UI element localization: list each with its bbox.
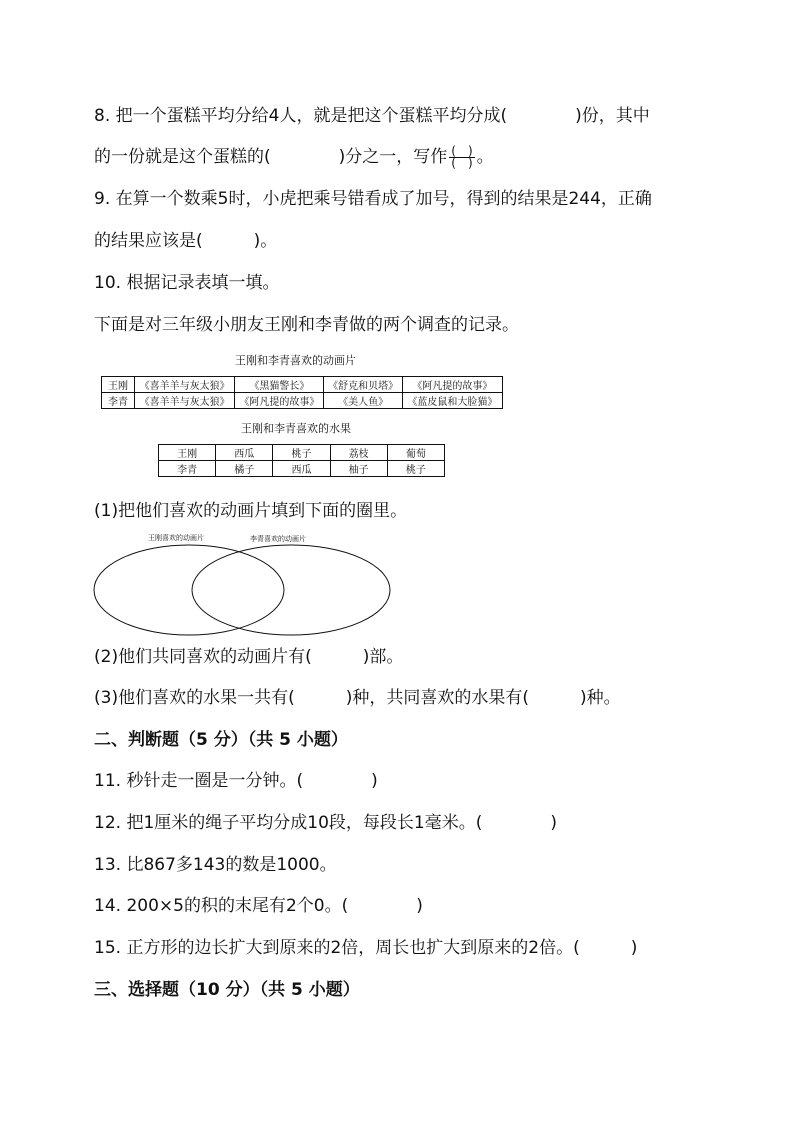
q8-line1: 8. 把一个蛋糕平均分给4人，就是把这个蛋糕平均分成( )份，其中 [94, 106, 650, 126]
q10-intro: 下面是对三年级小朋友王刚和李青做的两个调查的记录。 [94, 315, 519, 335]
table-cell: 《喜羊羊与灰太狼》 [135, 377, 235, 393]
table1-caption: 王刚和李青喜欢的动画片 [235, 354, 356, 367]
table2-caption: 王刚和李青喜欢的水果 [241, 422, 351, 435]
table-cell: 王刚 [102, 377, 135, 393]
q8-line2-end: 。 [476, 147, 494, 167]
venn-diagram [88, 540, 398, 640]
table-cell: 西瓜 [273, 461, 330, 477]
table-cell: 《阿凡提的故事》 [235, 393, 324, 409]
q10-sub1: (1)把他们喜欢的动画片填到下面的圈里。 [94, 501, 408, 521]
table-row [102, 377, 503, 393]
q12: 12. 把1厘米的绳子平均分成10段，每段长1毫米。( ) [94, 813, 557, 833]
table-cell: 李青 [159, 461, 216, 477]
table-cell: 桃子 [273, 445, 330, 461]
table-row [102, 393, 503, 409]
table-cell: 橘子 [216, 461, 273, 477]
fraction-denominator: ( ) [451, 155, 473, 170]
table-row [159, 461, 445, 477]
venn-left-circle [94, 545, 284, 635]
table-cell: 葡萄 [387, 445, 444, 461]
venn-right-circle [192, 545, 390, 635]
table-cell: 李青 [102, 393, 135, 409]
fraction-numerator: ( ) [451, 143, 473, 158]
q14: 14. 200×5的积的末尾有2个0。( ) [94, 896, 423, 916]
table-cell: 荔枝 [330, 445, 387, 461]
table-cell: 《阿凡提的故事》 [402, 377, 502, 393]
table-cell: 柚子 [330, 461, 387, 477]
table-cell: 《喜羊羊与灰太狼》 [135, 393, 235, 409]
table-cell: 王刚 [159, 445, 216, 461]
venn-left-label: 王刚喜欢的动画片 [148, 534, 204, 542]
q8-fraction [449, 143, 474, 170]
table-row [159, 445, 445, 461]
fruit-table [158, 444, 445, 477]
section3-heading: 三、选择题（10 分）（共 5 小题） [94, 980, 360, 1000]
q15: 15. 正方形的边长扩大到原来的2倍，周长也扩大到原来的2倍。( ) [94, 938, 638, 958]
table-cell: 《舒克和贝塔》 [324, 377, 402, 393]
q11: 11. 秒针走一圈是一分钟。( ) [94, 771, 378, 791]
table-cell: 西瓜 [216, 445, 273, 461]
q10-sub2: (2)他们共同喜欢的动画片有( )部。 [94, 647, 404, 667]
q8-line2 [94, 145, 494, 169]
q9-line2: 的结果应该是( )。 [94, 231, 278, 251]
cartoon-table [101, 376, 503, 409]
table-cell: 《蓝皮鼠和大脸猫》 [402, 393, 502, 409]
q9-line1: 9. 在算一个数乘5时，小虎把乘号错看成了加号，得到的结果是244，正确 [94, 189, 652, 209]
q8-line2-text: 的一份就是这个蛋糕的( )分之一，写作 [94, 147, 448, 167]
venn-right-label: 李青喜欢的动画片 [250, 535, 306, 543]
section2-heading: 二、判断题（5 分）（共 5 小题） [94, 730, 348, 750]
table-cell: 桃子 [387, 461, 444, 477]
q10-sub3: (3)他们喜欢的水果一共有( )种，共同喜欢的水果有( )种。 [94, 688, 621, 708]
q13: 13. 比867多143的数是1000。 [94, 855, 337, 875]
table-cell: 《美人鱼》 [324, 393, 402, 409]
q10-title: 10. 根据记录表填一填。 [94, 273, 280, 293]
table-cell: 《黑猫警长》 [235, 377, 324, 393]
